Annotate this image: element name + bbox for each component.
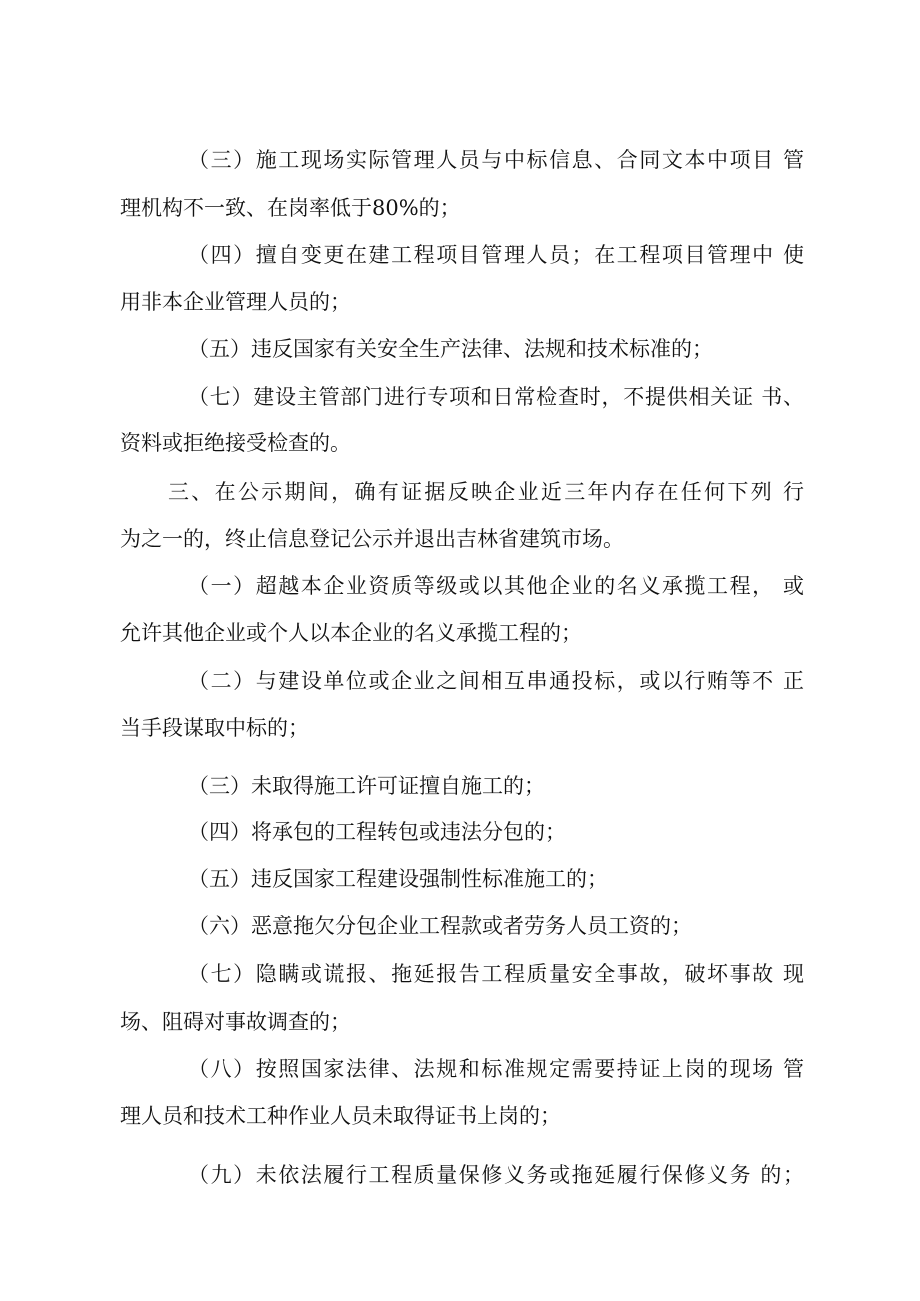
item-7-line-2: 场、阻碍对事故调查的； bbox=[120, 1010, 351, 1034]
item-6-line-1: （六）恶意拖欠分包企业工程款或者劳务人员工资的； bbox=[188, 914, 692, 938]
clause-3-line-1: （三）施工现场实际管理人员与中标信息、合同文本中项目 管 bbox=[188, 148, 804, 172]
clause-3-line-2: 理机构不一致、在岗率低于80%的； bbox=[120, 196, 461, 220]
item-7-line-1: （七）隐瞒或谎报、拖延报告工程质量安全事故，破坏事故 现 bbox=[188, 962, 804, 986]
section-3-line-2: 为之一的，终止信息登记公示并退出吉林省建筑市场。 bbox=[120, 527, 624, 551]
clause-4-line-2: 用非本企业管理人员的； bbox=[120, 290, 351, 314]
clause-7-line-1: （七）建设主管部门进行专项和日常检查时，不提供相关证 书、 bbox=[188, 385, 804, 409]
item-2-line-1: （二）与建设单位或企业之间相互串通投标，或以行贿等不 正 bbox=[188, 669, 804, 693]
clause-5-line-1: （五）违反国家有关安全生产法律、法规和技术标准的； bbox=[188, 337, 713, 361]
clause-7-line-2: 资料或拒绝接受检查的。 bbox=[120, 431, 351, 455]
item-8-line-2: 理人员和技术工种作业人员未取得证书上岗的； bbox=[120, 1104, 561, 1128]
item-2-line-2: 当手段谋取中标的； bbox=[120, 716, 309, 740]
section-3-line-1: 三、在公示期间，确有证据反映企业近三年内存在任何下列 行 bbox=[168, 480, 804, 504]
item-8-line-1: （八）按照国家法律、法规和标准规定需要持证上岗的现场 管 bbox=[188, 1057, 804, 1081]
item-3-line-1: （三）未取得施工许可证擅自施工的； bbox=[188, 774, 545, 798]
item-1-line-1: （一）超越本企业资质等级或以其他企业的名义承揽工程， 或 bbox=[188, 574, 804, 598]
item-1-line-2: 允许其他企业或个人以本企业的名义承揽工程的； bbox=[120, 621, 582, 645]
item-5-line-1: （五）违反国家工程建设强制性标准施工的； bbox=[188, 867, 608, 891]
item-9-line-1: （九）未依法履行工程质量保修义务或拖延履行保修义务 的； bbox=[188, 1163, 804, 1187]
item-4-line-1: （四）将承包的工程转包或违法分包的； bbox=[188, 820, 566, 844]
clause-4-line-1: （四）擅自变更在建工程项目管理人员；在工程项目管理中 使 bbox=[188, 243, 804, 267]
